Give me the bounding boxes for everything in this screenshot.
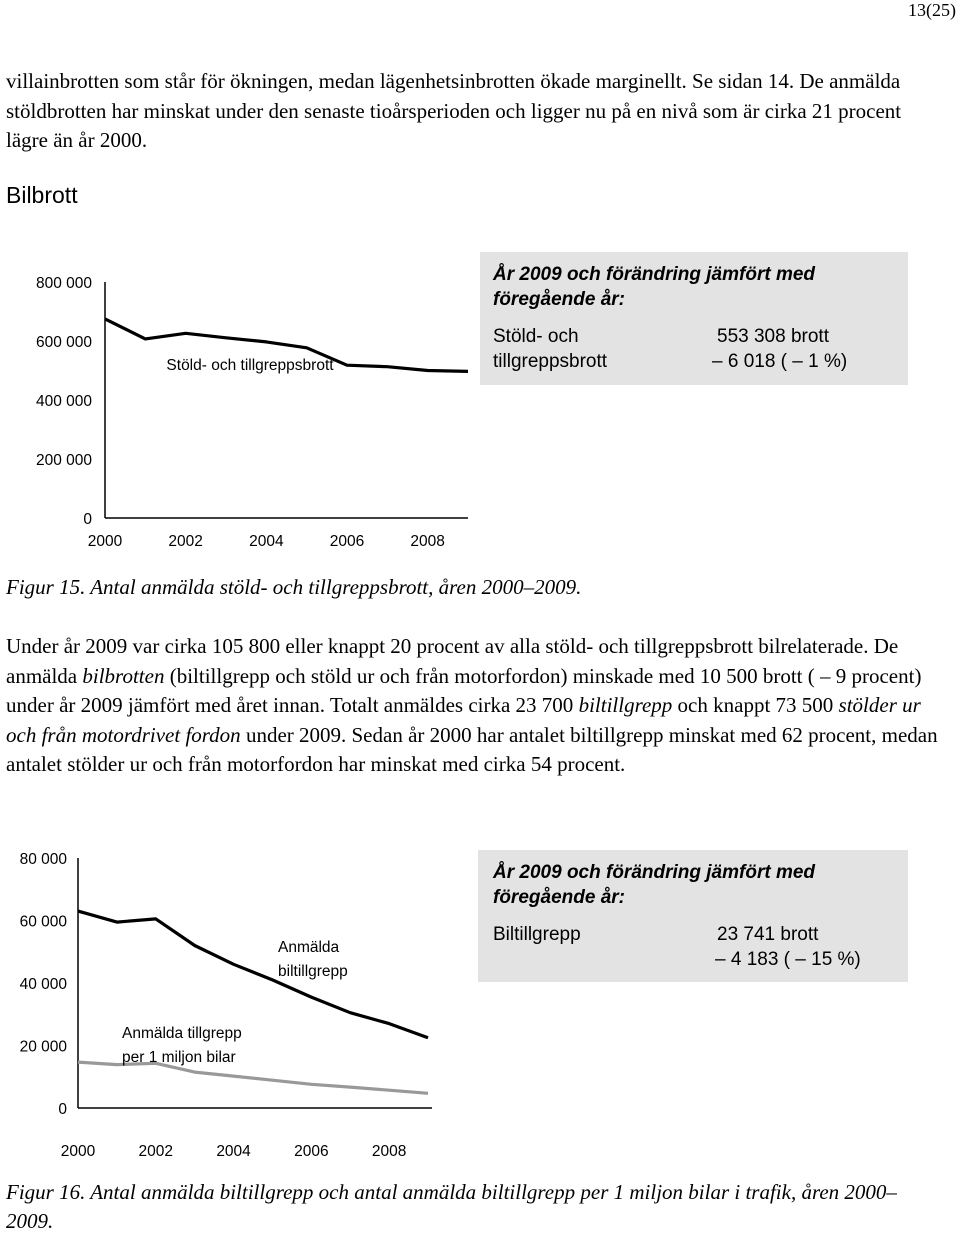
figure16-info-value-2: – 4 183 ( – 15 %) — [715, 949, 861, 970]
f15-y-tick-label: 800 000 — [35, 275, 92, 292]
f16-series-2-line — [78, 1062, 428, 1093]
figure15-info-label-2: tillgreppsbrott — [493, 351, 608, 372]
f16-y-tick-label: 60 000 — [19, 913, 67, 931]
f16-series-1-line — [78, 911, 428, 1038]
f15-x-tick-label: 2000 — [87, 533, 123, 550]
f16-x-tick-label: 2008 — [371, 1143, 407, 1160]
figure16-chart — [0, 845, 480, 1170]
term-stolder: stölder ur och från motordrivet fordon — [6, 693, 921, 747]
middle-paragraph-part-3: och knappt 73 500 — [672, 693, 839, 717]
middle-paragraph-part-1: Under år 2009 var cirka 105 800 eller knappt 20 procent av alla stöld- och tillgreppsbrott bilrelaterade. De anmälda — [6, 634, 899, 688]
figure15-series-label: Stöld- och tillgreppsbrott — [166, 357, 334, 374]
f15-y-tick-label: 200 000 — [35, 452, 92, 469]
figure15-info-title: År 2009 och förändring jämfört med föregående år: — [493, 264, 816, 310]
figure15-info-value-1: 553 308 brott — [717, 326, 829, 347]
middle-paragraph-part-2: (biltillgrepp och stöld ur och från motorfordon) minskade med 10 500 brott ( – 9 procent) under år 2009 jämfört med året innan. Totalt anmäldes cirka 23 700 — [6, 663, 922, 717]
f16-x-tick-label: 2006 — [294, 1143, 329, 1160]
f15-x-tick-label: 2006 — [329, 533, 365, 550]
f16-y-tick-label: 0 — [58, 1101, 67, 1118]
f16-x-tick-label: 2002 — [138, 1143, 174, 1160]
figure15-caption: Figur 15. Antal anmälda stöld- och tillgreppsbrott, åren 2000–2009. — [6, 575, 582, 599]
f15-y-tick-label: 400 000 — [35, 393, 92, 410]
term-bilbrotten: bilbrotten — [82, 663, 165, 688]
figure16-series1-label-line2: biltillgrepp — [278, 963, 348, 980]
figure16-info-label: Biltillgrepp — [493, 924, 581, 945]
figure15-chart — [0, 250, 480, 560]
f16-x-tick-label: 2000 — [60, 1143, 96, 1160]
f16-y-tick-label: 80 000 — [19, 851, 67, 868]
intro-paragraph: villainbrotten som står för ökningen, medan lägenhetsinbrotten ökade marginellt. Se sidan 14. De anmälda stöldbrotten har minskat under den senaste tioårsperioden och ligger nu på en nivå som är cirka 21 procent lägre än år 2000. — [6, 69, 902, 152]
figure15-info-value-2: – 6 018 ( – 1 %) — [712, 351, 848, 372]
figure16-info-value-1: 23 741 brott — [717, 924, 819, 945]
f16-y-tick-label: 20 000 — [19, 1038, 67, 1056]
f15-x-tick-label: 2004 — [249, 533, 284, 550]
figure16-info-title: År 2009 och förändring jämfört med föregående år: — [493, 862, 816, 908]
f16-x-tick-label: 2004 — [216, 1143, 251, 1160]
figure16-series2-label-line1: Anmälda tillgrepp — [122, 1025, 242, 1042]
figure16-info-box — [478, 850, 908, 982]
page-number: 13(25) — [908, 0, 956, 20]
figure16-caption: Figur 16. Antal anmälda biltillgrepp och antal anmälda biltillgrepp per 1 miljon bilar i trafik, åren 2000–2009. — [6, 1180, 897, 1233]
f15-x-tick-label: 2002 — [168, 533, 203, 550]
figure16-series1-label-line1: Anmälda — [278, 939, 340, 956]
middle-paragraph — [6, 632, 946, 780]
f15-y-tick-label: 0 — [83, 511, 92, 528]
middle-paragraph-part-4: under 2009. Sedan år 2000 har antalet biltillgrepp minskat med 62 procent, medan antalet stölder ur och från motorfordon har minskat med cirka 54 procent. — [6, 722, 938, 776]
f16-y-tick-label: 40 000 — [19, 976, 67, 993]
f15-x-tick-label: 2008 — [410, 533, 445, 550]
figure15-info-box — [480, 252, 908, 385]
figure16-series2-label-line2: per 1 miljon bilar — [122, 1049, 236, 1066]
figure15-info-label-1: Stöld- och — [493, 326, 579, 347]
term-biltillgrepp: biltillgrepp — [578, 693, 673, 717]
section-heading: Bilbrott — [6, 182, 78, 208]
f15-y-tick-label: 600 000 — [35, 334, 92, 351]
